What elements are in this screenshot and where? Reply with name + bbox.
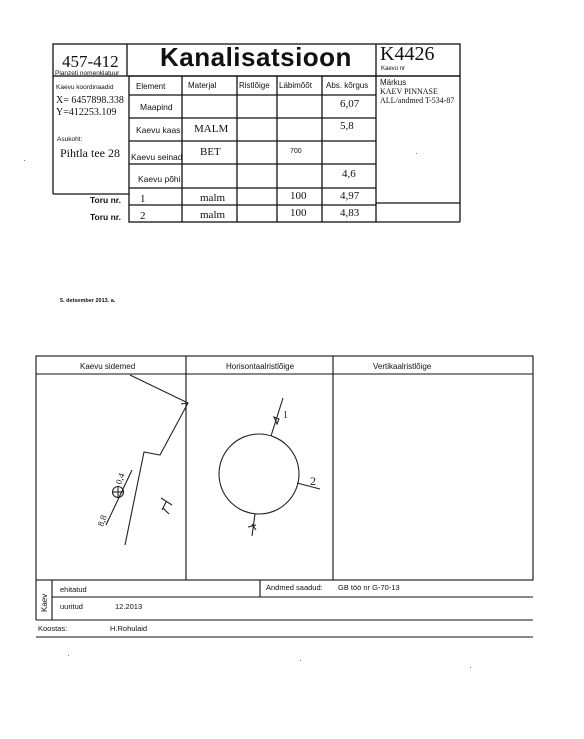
- data-source-value: GB töö nr G-70-13: [338, 583, 400, 592]
- horizontal-section-drawing: [219, 398, 320, 536]
- data-source-label: Andmed saadud:: [266, 583, 323, 592]
- scan-speck: [470, 667, 471, 668]
- col-vertical-title: Vertikaalristlõige: [373, 362, 432, 371]
- row-elevation-maapind: 6,07: [340, 98, 360, 110]
- row-material-kaas: MALM: [194, 123, 229, 135]
- col-element: Element: [136, 82, 166, 91]
- pipe-2-number: 2: [140, 210, 146, 222]
- col-horizontal-title: Horisontaalristlõige: [226, 362, 295, 371]
- well-number-label: Kaevu nr: [381, 66, 406, 72]
- section-pipe-2-label: 2: [310, 474, 316, 488]
- page-title: Kanalisatsioon: [160, 42, 352, 72]
- row-element-seinad: Kaevu seinad: [131, 152, 183, 162]
- col-cross-section: Ristlõige: [239, 81, 270, 90]
- sketch-connections: [106, 375, 188, 545]
- row-elevation-pohi: 4,6: [342, 168, 356, 180]
- row-element-pohi: Kaevu põhi: [138, 174, 181, 184]
- compiled-label: Koostas:: [38, 624, 68, 633]
- pipe-2-label: Toru nr.: [90, 212, 122, 222]
- built-label: ehitatud: [60, 585, 87, 594]
- compiled-value: H.Rohulaid: [110, 624, 148, 633]
- scan-speck: [24, 160, 25, 161]
- location-label: Asukoht:: [57, 136, 83, 143]
- pipe-2-elevation: 4,83: [340, 207, 360, 219]
- coords-label: Kaevu koordinaadid: [56, 84, 114, 91]
- coord-y: Y=412253.109: [56, 107, 117, 118]
- pipe-1-material: malm: [200, 192, 226, 204]
- row-element-maapind: Maapind: [140, 102, 173, 112]
- pipe-1-label: Toru nr.: [90, 195, 122, 205]
- col-note: Märkus: [380, 78, 407, 87]
- kaev-side-label: Kaev: [40, 593, 49, 612]
- plan-number: 457-412: [62, 52, 119, 71]
- pipe-1-elevation: 4,97: [340, 190, 360, 202]
- pipe-1-number: 1: [140, 193, 146, 205]
- plan-number-label: Planzeti nomenklatuur: [55, 70, 120, 77]
- col-connections-title: Kaevu sidemed: [80, 362, 136, 371]
- row-diameter-seinad: 700: [290, 148, 302, 155]
- sketch-label-a: 0,4: [113, 471, 127, 486]
- note-value: KAEV PINNASE ALL/andmed T-534-87: [380, 87, 455, 105]
- surveyed-value: 12.2013: [115, 602, 143, 611]
- col-elevation: Abs. kõrgus: [326, 81, 369, 90]
- col-material: Materjal: [188, 81, 217, 90]
- surveyed-label: uuritud: [60, 602, 83, 611]
- pipe-2-material: malm: [200, 209, 226, 221]
- pipe-2-diameter: 100: [290, 207, 307, 219]
- scan-speck: [416, 153, 417, 154]
- scan-speck: [300, 660, 301, 661]
- sketch-label-b: 8,8: [95, 513, 109, 528]
- row-element-kaas: Kaevu kaas: [136, 125, 181, 135]
- location-value: Pihtla tee 28: [60, 146, 120, 160]
- coord-x: X= 6457898.338: [56, 95, 124, 106]
- row-elevation-kaas: 5,8: [340, 120, 354, 132]
- well-number: K4426: [380, 43, 435, 65]
- col-diameter: Läbimõõt: [279, 81, 312, 90]
- date-stamp: 5. detsember 2013. a.: [60, 298, 116, 304]
- scan-speck: [68, 655, 69, 656]
- section-pipe-1-label: 1: [283, 410, 288, 421]
- row-material-seinad: BET: [200, 146, 221, 158]
- pipe-1-diameter: 100: [290, 190, 307, 202]
